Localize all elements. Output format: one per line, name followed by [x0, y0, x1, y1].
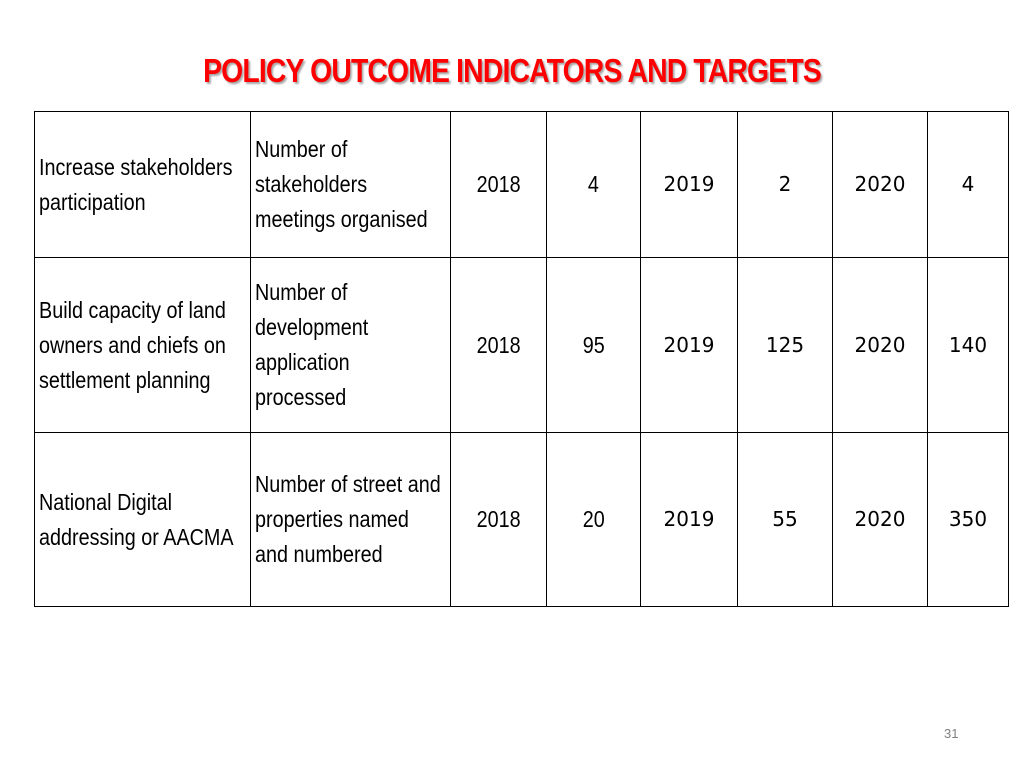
baseline-value-cell: 20: [547, 433, 641, 607]
indicator-cell: Number of development application processed: [251, 258, 451, 433]
target-year-2-cell: 2020: [833, 112, 928, 258]
objective-cell: National Digital addressing or AACMA: [35, 433, 251, 607]
target-value-2-cell: 350: [928, 433, 1009, 607]
target-value-2-cell: 140: [928, 258, 1009, 433]
baseline-year-cell: 2018: [451, 112, 547, 258]
indicator-cell: Number of street and properties named and numbered: [251, 433, 451, 607]
target-value-1-cell: 2: [738, 112, 833, 258]
target-value-1-cell: 125: [738, 258, 833, 433]
page-number: 31: [944, 726, 959, 741]
target-year-1-cell: 2019: [641, 433, 738, 607]
baseline-year-cell: 2018: [451, 258, 547, 433]
target-year-2-cell: 2020: [833, 433, 928, 607]
target-year-2-cell: 2020: [833, 258, 928, 433]
table-row: [35, 258, 1009, 433]
indicator-cell: Number of stakeholders meetings organised: [251, 112, 451, 258]
target-year-1-cell: 2019: [641, 258, 738, 433]
indicators-table: [34, 111, 1009, 607]
target-value-2-cell: 4: [928, 112, 1009, 258]
page-title: POLICY OUTCOME INDICATORS AND TARGETS: [203, 52, 821, 89]
table-row: [35, 433, 1009, 607]
objective-cell: Increase stakeholders participation: [35, 112, 251, 258]
table-row: [35, 112, 1009, 258]
target-value-1-cell: 55: [738, 433, 833, 607]
baseline-year-cell: 2018: [451, 433, 547, 607]
baseline-value-cell: 4: [547, 112, 641, 258]
target-year-1-cell: 2019: [641, 112, 738, 258]
baseline-value-cell: 95: [547, 258, 641, 433]
objective-cell: Build capacity of land owners and chiefs on settlement planning: [35, 258, 251, 433]
